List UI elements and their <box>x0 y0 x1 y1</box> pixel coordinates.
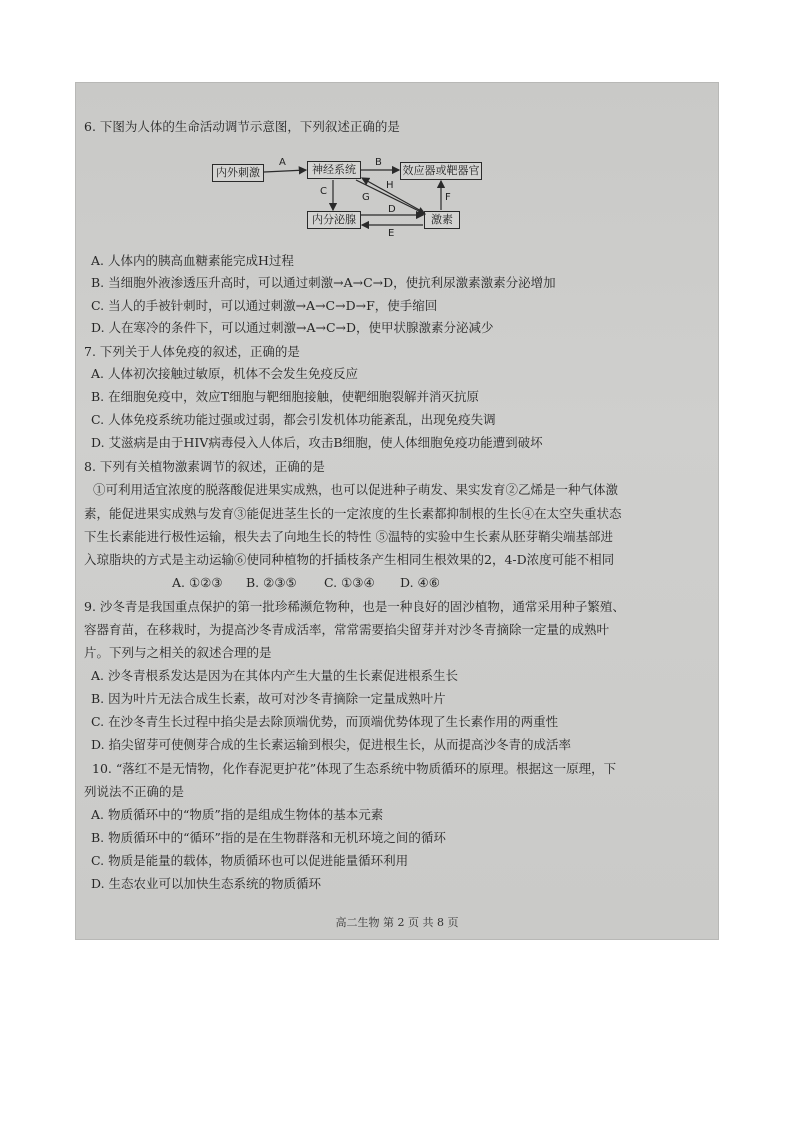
q6-stem: 6. 下图为人体的生命活动调节示意图，下列叙述正确的是 <box>84 119 400 134</box>
node-stimulus: 内外刺激 <box>212 164 264 182</box>
q8-choice-b: B. ②③⑤ <box>246 575 297 590</box>
q9-stem-line: 9. 沙冬青是我国重点保护的第一批珍稀濒危物种，也是一种良好的固沙植物，通常采用种子繁殖、 <box>84 599 625 614</box>
label-b: B <box>375 157 382 168</box>
q10-option-b: B. 物质循环中的“循环”指的是在生物群落和无机环境之间的循环 <box>91 830 446 845</box>
q9-option-b: B. 因为叶片无法合成生长素，故可对沙冬青摘除一定量成熟叶片 <box>91 691 446 706</box>
q9-stem-line: 容器育苗，在移栽时，为提高沙冬青成活率，常常需要掐尖留芽并对沙冬青摘除一定量的成熟叶 <box>84 622 610 637</box>
q7-option-a: A. 人体初次接触过敏原，机体不会发生免疫反应 <box>91 366 358 381</box>
q6-option-b: B. 当细胞外液渗透压升高时，可以通过刺激→A→C→D，使抗利尿激素激素分泌增加 <box>91 275 556 290</box>
q6-option-c: C. 当人的手被针刺时，可以通过刺激→A→C→D→F，使手缩回 <box>91 298 438 313</box>
q6-option-a: A. 人体内的胰高血糖素能完成H过程 <box>91 253 294 268</box>
q9-option-a: A. 沙冬青根系发达是因为在其体内产生大量的生长素促进根系生长 <box>91 668 458 683</box>
node-endocrine: 内分泌腺 <box>307 211 361 229</box>
q8-statement-line: 素，能促进果实成熟与发育③能促进茎生长的一定浓度的生长素都抑制根的生长④在太空失重状态 <box>84 506 622 521</box>
q8-choice-a: A. ①②③ <box>172 575 223 590</box>
label-h: H <box>386 180 394 191</box>
q10-stem-line: 列说法不正确的是 <box>84 784 185 799</box>
q7-option-b: B. 在细胞免疫中，效应T细胞与靶细胞接触，使靶细胞裂解并消灭抗原 <box>91 389 479 404</box>
label-c: C <box>320 186 327 197</box>
q9-option-c: C. 在沙冬青生长过程中掐尖是去除顶端优势，而顶端优势体现了生长素作用的两重性 <box>91 714 559 729</box>
label-f: F <box>445 192 451 203</box>
q8-statement-line: ①可利用适宜浓度的脱落酸促进果实成熟，也可以促进种子萌发、果实发育②乙烯是一种气体激 <box>93 482 619 497</box>
q10-option-d: D. 生态农业可以加快生态系统的物质循环 <box>91 876 322 891</box>
q10-stem-line: 10. “落红不是无情物，化作春泥更护花”体现了生态系统中物质循环的原理。根据这一原理，下 <box>92 761 617 776</box>
q9-stem-line: 片。下列与之相关的叙述合理的是 <box>84 645 272 660</box>
q8-choice-d: D. ④⑥ <box>400 575 440 590</box>
page-footer: 高二生物 第 2 页 共 8 页 <box>335 916 459 929</box>
node-nervous-system: 神经系统 <box>307 161 361 179</box>
node-hormone: 激素 <box>424 211 460 229</box>
q7-option-d: D. 艾滋病是由于HIV病毒侵入人体后，攻击B细胞，使人体细胞免疫功能遭到破坏 <box>91 435 543 450</box>
q7-stem: 7. 下列关于人体免疫的叙述，正确的是 <box>84 344 300 359</box>
q10-option-c: C. 物质是能量的载体，物质循环也可以促进能量循环利用 <box>91 853 409 868</box>
q10-option-a: A. 物质循环中的“物质”指的是组成生物体的基本元素 <box>91 807 384 822</box>
q9-option-d: D. 掐尖留芽可使侧芽合成的生长素运输到根尖，促进根生长，从而提高沙冬青的成活率 <box>91 737 572 752</box>
label-d: D <box>388 204 396 215</box>
q8-stem: 8. 下列有关植物激素调节的叙述，正确的是 <box>84 459 325 474</box>
label-g: G <box>362 192 370 203</box>
q8-choice-c: C. ①③④ <box>324 575 375 590</box>
q8-statement-line: 下生长素能进行极性运输，根失去了向地生长的特性 ⑤温特的实验中生长素从胚芽鞘尖端基部进 <box>84 529 613 544</box>
node-effector: 效应器或靶器官 <box>400 162 482 180</box>
label-a: A <box>279 157 286 168</box>
q7-option-c: C. 人体免疫系统功能过强或过弱，都会引发机体功能紊乱，出现免疫失调 <box>91 412 496 427</box>
q8-statement-line: 入琼脂块的方式是主动运输⑥使同种植物的扦插枝条产生相同生根效果的2，4-D浓度可能不相同 <box>84 552 615 567</box>
label-e: E <box>388 228 395 239</box>
arrow-a <box>264 170 306 172</box>
q6-option-d: D. 人在寒冷的条件下，可以通过刺激→A→C→D，使甲状腺激素分泌减少 <box>91 320 494 335</box>
